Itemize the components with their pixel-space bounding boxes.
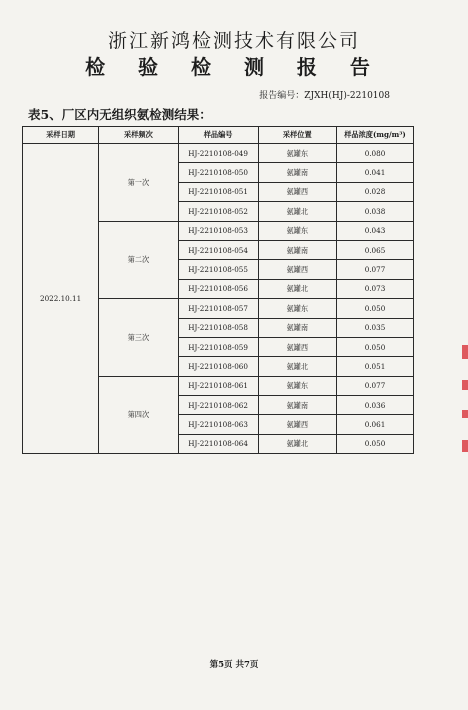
cell-sample-id: HJ-2210108-060 [178,357,258,376]
cell-sample-id: HJ-2210108-061 [178,376,258,395]
cell-frequency: 第三次 [99,299,178,377]
table-title: 表5、厂区内无组织氨检测结果： [28,107,212,122]
cell-concentration: 0.077 [336,376,413,395]
report-title: 检 验 检 测 报 告 [85,55,383,79]
cell-frequency: 第四次 [99,376,178,454]
table-header-row [23,127,414,144]
cell-sample-id: HJ-2210108-051 [178,182,258,201]
cell-concentration: 0.061 [336,415,413,434]
cell-sample-id: HJ-2210108-056 [178,279,258,298]
cell-concentration: 0.050 [336,299,413,318]
cell-location: 氨罐东 [258,299,336,318]
report-number: 报告编号：ZJXH(HJ)-2210108 [259,91,390,101]
cell-concentration: 0.041 [336,163,413,182]
header-concentration: 样品浓度(mg/m³) [336,127,413,144]
cell-location: 氨罐南 [258,318,336,337]
cell-frequency: 第二次 [99,221,178,299]
seal-edge-mark [462,380,468,390]
cell-location: 氨罐西 [258,337,336,356]
results-table [22,126,414,454]
cell-location: 氨罐北 [258,202,336,221]
cell-date: 2022.10.11 [23,144,99,454]
cell-location: 氨罐东 [258,376,336,395]
cell-sample-id: HJ-2210108-050 [178,163,258,182]
header-date: 采样日期 [23,127,99,144]
page-number: 第5页 共7页 [209,660,259,670]
cell-location: 氨罐南 [258,396,336,415]
cell-concentration: 0.073 [336,279,413,298]
cell-location: 氨罐东 [258,144,336,163]
cell-location: 氨罐北 [258,279,336,298]
header-frequency: 采样频次 [99,127,178,144]
table-row [23,144,414,163]
cell-sample-id: HJ-2210108-053 [178,221,258,240]
cell-location: 氨罐北 [258,434,336,453]
cell-location: 氨罐南 [258,163,336,182]
cell-concentration: 0.050 [336,337,413,356]
cell-concentration: 0.080 [336,144,413,163]
cell-concentration: 0.077 [336,260,413,279]
seal-edge-mark [462,440,468,452]
cell-frequency: 第一次 [99,144,178,222]
cell-location: 氨罐东 [258,221,336,240]
cell-sample-id: HJ-2210108-057 [178,299,258,318]
cell-concentration: 0.043 [336,221,413,240]
cell-location: 氨罐西 [258,260,336,279]
cell-concentration: 0.065 [336,240,413,259]
cell-sample-id: HJ-2210108-052 [178,202,258,221]
cell-location: 氨罐西 [258,182,336,201]
cell-concentration: 0.050 [336,434,413,453]
cell-sample-id: HJ-2210108-054 [178,240,258,259]
seal-edge-mark [462,345,468,359]
cell-sample-id: HJ-2210108-063 [178,415,258,434]
header-location: 采样位置 [258,127,336,144]
cell-concentration: 0.036 [336,396,413,415]
cell-sample-id: HJ-2210108-062 [178,396,258,415]
cell-location: 氨罐西 [258,415,336,434]
cell-concentration: 0.051 [336,357,413,376]
company-name: 浙江新鸿检测技术有限公司 [107,30,360,52]
cell-sample-id: HJ-2210108-059 [178,337,258,356]
cell-location: 氨罐南 [258,240,336,259]
cell-sample-id: HJ-2210108-058 [178,318,258,337]
cell-sample-id: HJ-2210108-055 [178,260,258,279]
cell-concentration: 0.035 [336,318,413,337]
cell-location: 氨罐北 [258,357,336,376]
cell-sample-id: HJ-2210108-049 [178,144,258,163]
cell-sample-id: HJ-2210108-064 [178,434,258,453]
cell-concentration: 0.038 [336,202,413,221]
seal-edge-mark [462,410,468,418]
header-sample-id: 样品编号 [178,127,258,144]
cell-concentration: 0.028 [336,182,413,201]
